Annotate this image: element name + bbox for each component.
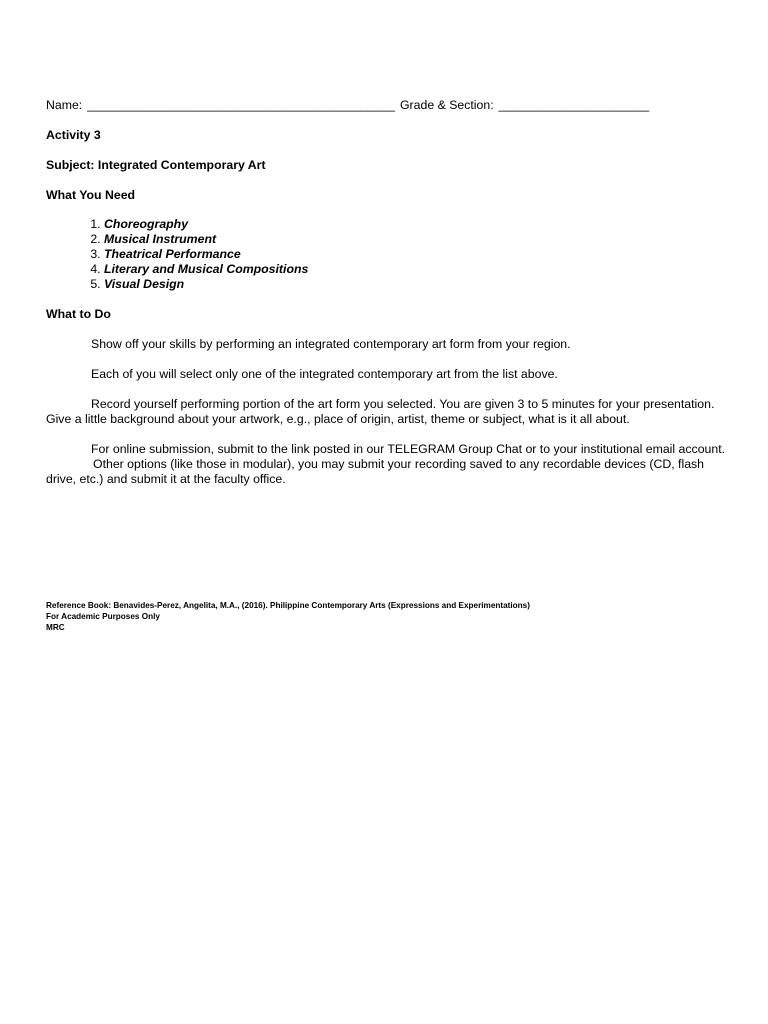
footer-notes xyxy=(46,600,530,633)
list-item: 3. Theatrical Performance xyxy=(104,247,726,262)
what-you-need-heading: What You Need xyxy=(46,188,136,202)
list-item: 2. Musical Instrument xyxy=(104,232,726,247)
subject-line: Subject: Integrated Contemporary Art xyxy=(46,158,266,172)
author-initials: MRC xyxy=(46,623,65,632)
grade-section-blank-line: ______________________ xyxy=(498,98,650,112)
academic-purpose-line: For Academic Purposes Only xyxy=(46,612,160,621)
instruction-paragraph: Show off your skills by performing an integrated contemporary art form from your region. xyxy=(91,337,571,351)
instruction-paragraph: Each of you will select only one of the integrated contemporary art from the list above. xyxy=(91,367,558,381)
reference-line: Reference Book: Benavides-Perez, Angelita, M.A., (2016). Philippine Contemporary Arts (Expressions and Experimentations) xyxy=(46,601,530,610)
name-label: Name: xyxy=(46,98,83,112)
what-to-do-heading: What to Do xyxy=(46,307,111,321)
instruction-paragraph: Record yourself performing portion of the art form you selected. You are given 3 to 5 minutes for your presentation. Give a little background about your artwork, e.g., place of origin, artist, theme or subject, what is it all about. xyxy=(46,397,715,426)
instruction-paragraph: Other options (like those in modular), you may submit your recording saved to any recordable devices (CD, flash drive, etc.) and submit it at the faculty office. xyxy=(46,457,705,486)
activity-title: Activity 3 xyxy=(46,128,101,142)
what-you-need-list xyxy=(46,217,726,292)
instruction-paragraph: For online submission, submit to the link posted in our TELEGRAM Group Chat or to your institutional email account. xyxy=(91,442,726,456)
list-item: 4. Literary and Musical Compositions xyxy=(104,262,726,277)
name-blank-line: _____________________________________________ xyxy=(87,98,395,112)
name-grade-row xyxy=(46,98,726,113)
worksheet-page xyxy=(46,98,726,487)
list-item: 1. Choreography xyxy=(104,217,726,232)
grade-section-label: Grade & Section: xyxy=(399,98,494,112)
list-item: 5. Visual Design xyxy=(104,277,726,292)
